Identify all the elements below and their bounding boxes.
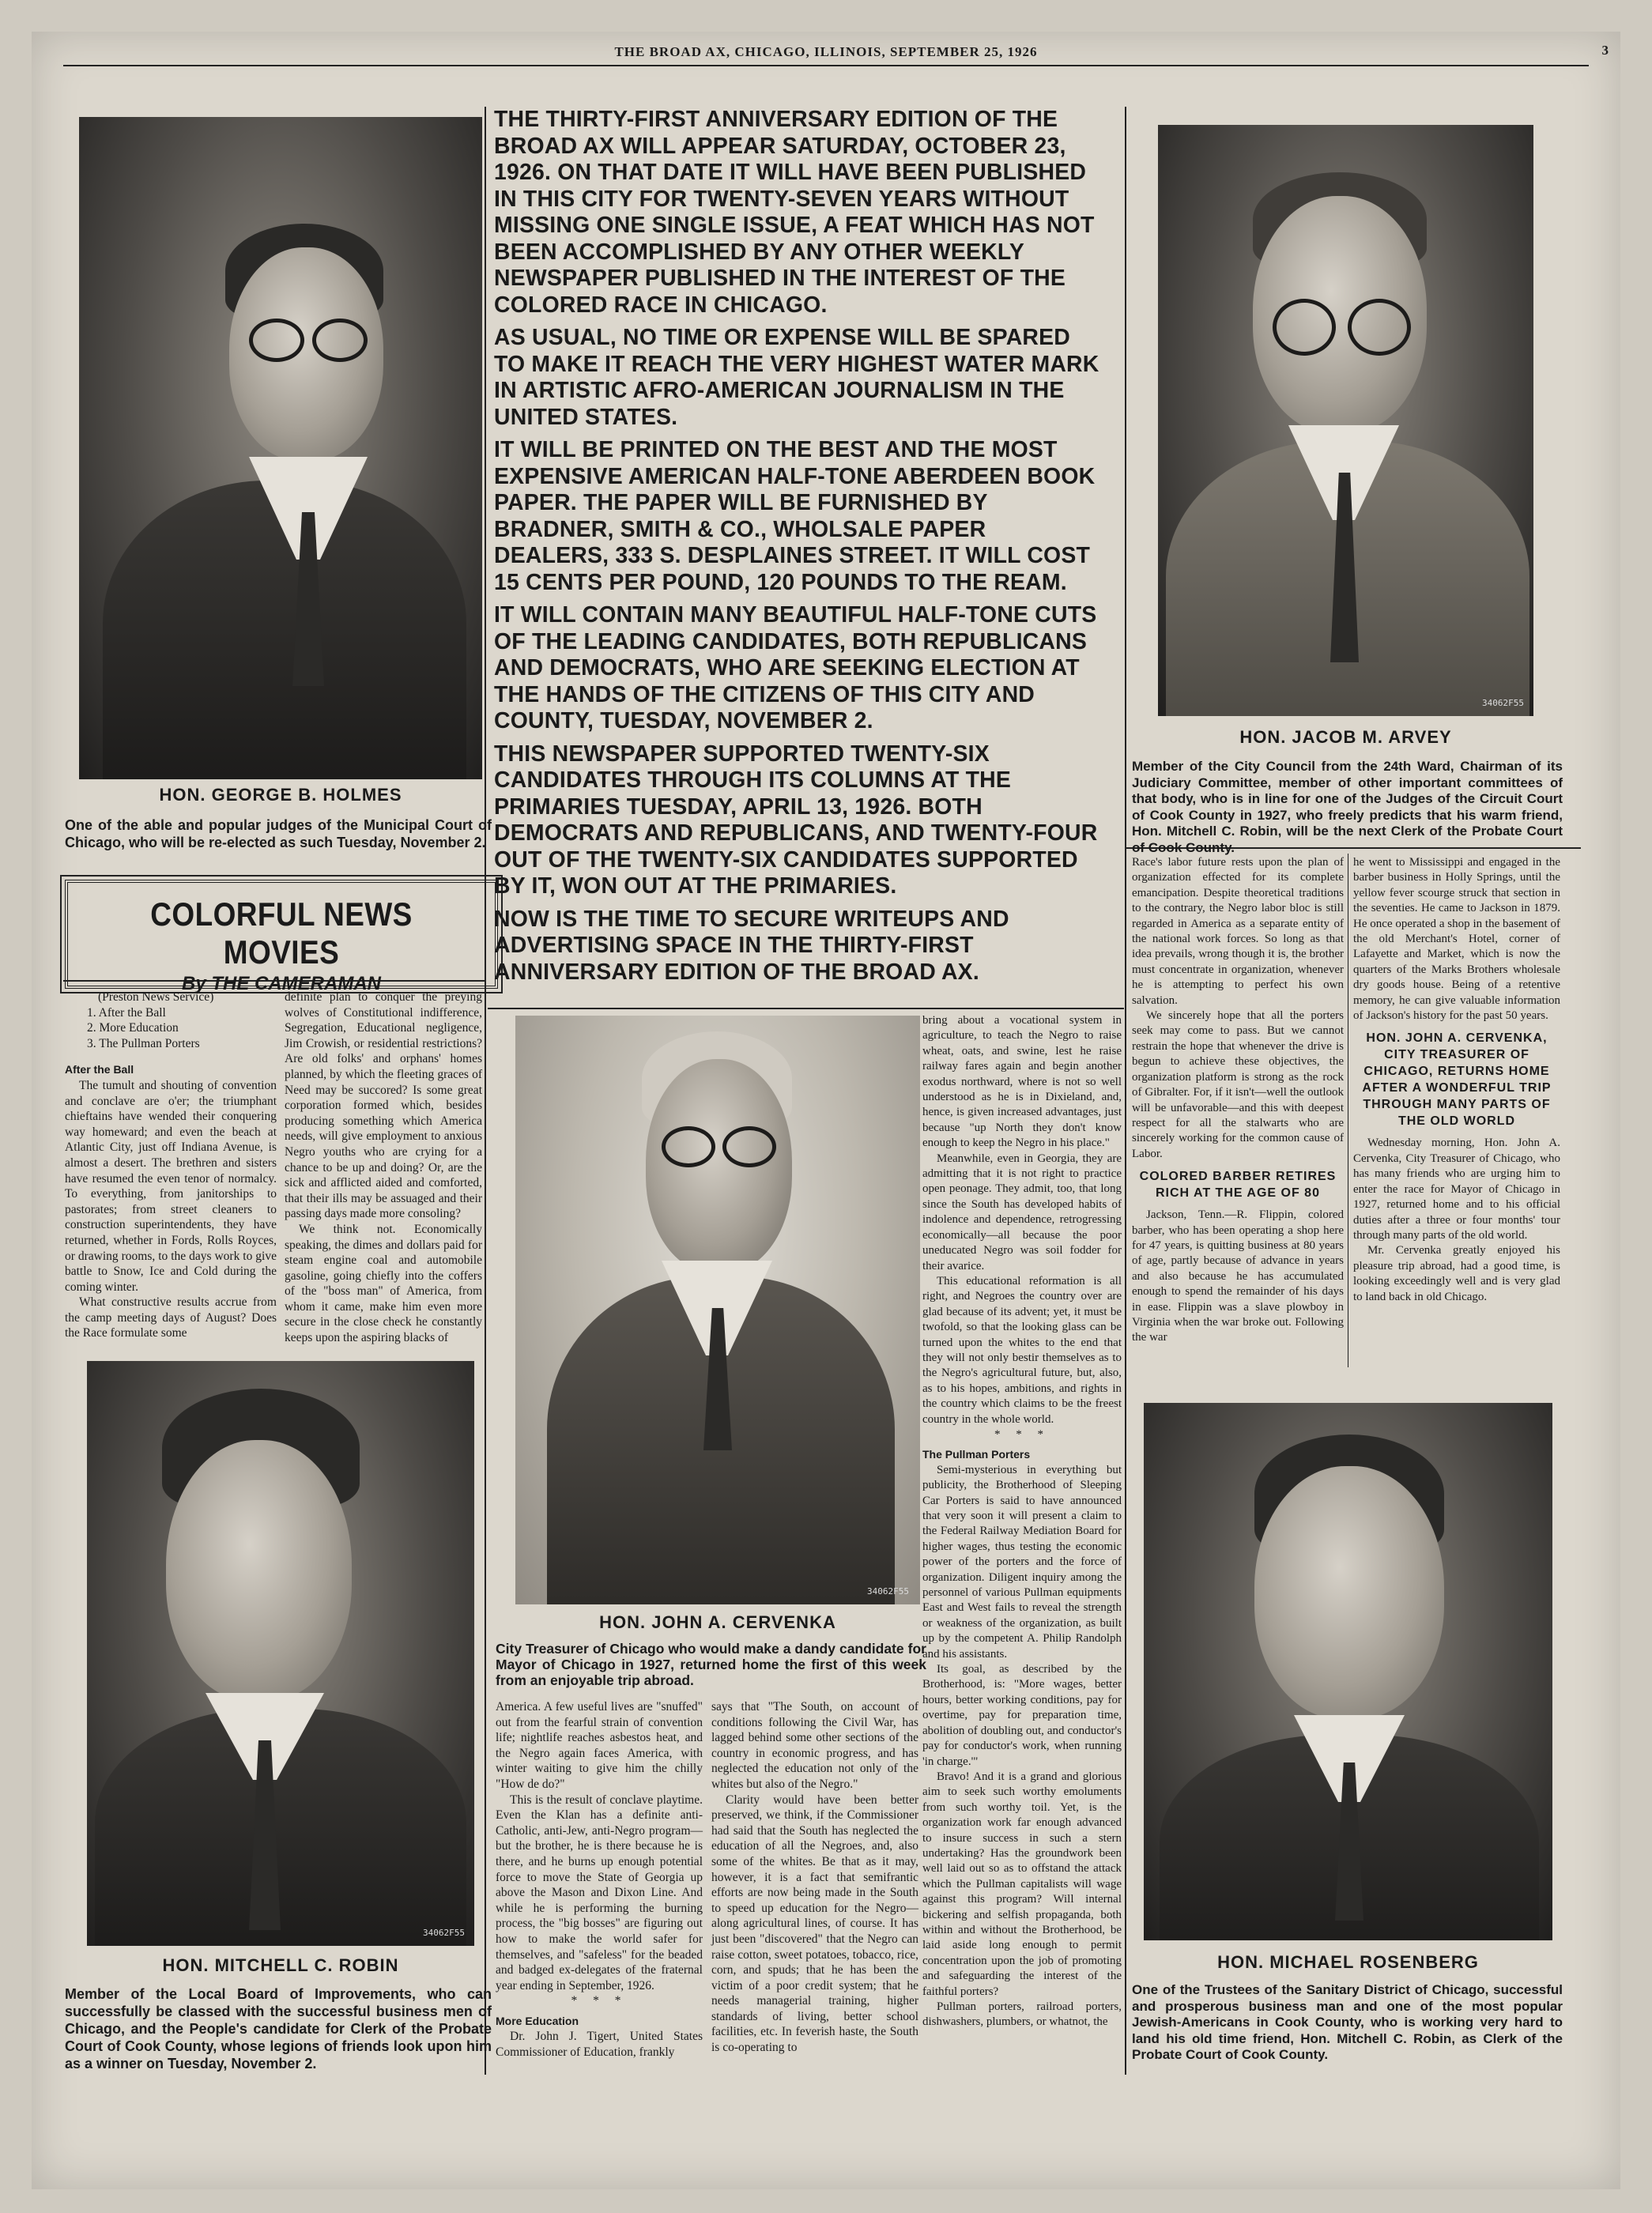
- photo-name-robin: HON. MITCHELL C. ROBIN: [162, 1955, 399, 1975]
- subhead: More Education: [496, 2014, 579, 2027]
- paragraph: Wednesday morning, Hon. John A. Cervenka, City Treasurer of Chicago, who has many friends who are urging him to enter the race for Mayor of Chicago in 1927, returned home and to his official duties after a three or four months' tour through many parts of the old world.: [1353, 1137, 1560, 1242]
- column-rule: [1125, 107, 1126, 2075]
- face-shape: [646, 1059, 792, 1272]
- paragraph: We think not. Economically speaking, the dimes and dollars paid for steam engine coal and automobile gasoline, going chiefly into the coffers of the "boss man" of America, from whom it came, make him even more secure in the close check he constantly keeps upon the aspiring blacks of: [285, 1222, 482, 1345]
- paragraph: Clarity would have been better preserved, we think, if the Commissioner had said that the South has neglected the education of all the Negroes, and, also some of the whites. Be that as it may, however, it is a fact that semifrantic efforts are now being made in the South to speed up education for the Negro—along agricultural lines, of course. It has just been "discovered" that the Negro can raise cotton, sweet potatoes, tobacco, rice, corn, and spuds; that he has been the victim of a poor credit system; that he needs managerial training, higher standards of living, better school facilities, etc. In feverish haste, the South is co-operating to: [711, 1793, 918, 2055]
- section-divider: * * *: [571, 1994, 628, 2008]
- paragraph: says that "The South, on account of conditions following the Civil War, has lagged behind some other sections of the country in economic progress, and has neglected the education not only of the whites but also of the Negro.": [711, 1700, 918, 1791]
- service-line: (Preston News Service): [98, 990, 214, 1004]
- paragraph: he went to Mississippi and engaged in the barber business in Holly Springs, until the yellow fever scourge struck that section in the seventies. He came to Jackson in 1879. He once operated a shop in the basement of the old Merchant's Hotel, corner of Lafayette and Market, which is now the quarters of the Marks Brothers wholesale dry goods house. Being of a retentive memory, he can give valuable information of Jackson's history for the past 50 years.: [1353, 856, 1560, 1023]
- page-header: THE BROAD AX, CHICAGO, ILLINOIS, SEPTEMBER 25, 1926: [614, 44, 1038, 59]
- paragraph: We sincerely hope that all the porters seek may come to pass. But we cannot restrain the hope that whenever the drive is begun to achieve these objectives, the organization platform is strong as the rock of Gibralter. For, if it isn't—well the outlook will be unfavorable—and this with deepest respect for all the stalwarts who are sincerely working for the common cause of Labor.: [1132, 1009, 1344, 1160]
- column-rule: [485, 107, 486, 2075]
- photo-caption-robin: Member of the Local Board of Improvements, who can successfully be classed with the successful business men of Chicago, and the People's candidate for Clerk of the Probate Court of Cook County, whose legions of friends look upon him as a winner on Tuesday, November 2.: [65, 1986, 492, 2072]
- paragraph: Its goal, as described by the Brotherhood, is: "More wages, better hours, better working conditions, pay for overtime, pay for preparation time, abolition of doubling out, and conductor's pay for conductor's work, when running 'in charge.'": [922, 1663, 1122, 1768]
- announcement-paragraph: THE THIRTY-FIRST ANNIVERSARY EDITION OF THE BROAD AX WILL APPEAR SATURDAY, OCTOBER 23, 1926. ON THAT DATE IT WILL HAVE BEEN PUBLISHED IN THIS CITY FOR TWENTY-SEVEN YEARS WITHOUT MISSING ONE SINGLE ISSUE, A FEAT WHICH HAS NOT BEEN ACCOMPLISHED BY ANY OTHER WEEKLY NEWSPAPER PUBLISHED IN THE INTEREST OF THE COLORED RACE IN CHICAGO.: [494, 107, 1095, 318]
- face-shape: [1254, 1466, 1444, 1719]
- photo-name-arvey: HON. JACOB M. ARVEY: [1239, 727, 1452, 747]
- photo-cervenka: [515, 1016, 920, 1604]
- announcement-paragraph: IT WILL BE PRINTED ON THE BEST AND THE MOST EXPENSIVE AMERICAN HALF-TONE ABERDEEN BOOK PAPER. THE PAPER WILL BE FURNISHED BY BRADNER, SMITH & CO., WHOLSALE PAPER DEALERS, 333 S. DESPLAINES STREET. IT WILL COST 15 CENTS PER POUND, 120 POUNDS TO THE REAM.: [494, 437, 1096, 595]
- list-item: 2. More Education: [87, 1021, 179, 1035]
- section-divider: * * *: [994, 1427, 1050, 1441]
- announcement-paragraph: NOW IS THE TIME TO SECURE WRITEUPS AND ADVERTISING SPACE IN THE THIRTY-FIRST ANNIVERSARY EDITION OF THE BROAD AX.: [494, 906, 1009, 985]
- engraver-mark: 34062F55: [423, 1928, 465, 1938]
- photo-name-cervenka: HON. JOHN A. CERVENKA: [599, 1612, 836, 1632]
- paragraph: Pullman porters, railroad porters, dishwashers, plumbers, or whatnot, the: [922, 2000, 1122, 2029]
- paragraph: Bravo! And it is a grand and glorious aim to seek such worthy emoluments from such worthy toil. Yet, is the organization work far enough advanced to insure success in such a stern undertaking? Has the groundwork been well laid out so as to offstand the attack which the Pullman capitalists will wage against this program? Will internal bickering and selfish propaganda, both within and without the Brotherhood, be laid aside long enough to permit concentration upon the job of promoting and safeguarding the interest of the faithful porters?: [922, 1770, 1122, 1998]
- feature-title-box: [65, 880, 498, 994]
- paragraph: Dr. John J. Tigert, United States Commissioner of Education, frankly: [496, 2030, 703, 2060]
- glasses-right-icon: [722, 1126, 776, 1167]
- face-shape: [166, 1440, 352, 1701]
- announcement-paragraph: AS USUAL, NO TIME OR EXPENSE WILL BE SPARED TO MAKE IT REACH THE VERY HIGHEST WATER MARK IN ARTISTIC AFRO-AMERICAN JOURNALISM IN THE UNITED STATES.: [494, 325, 1099, 430]
- column-2: [285, 990, 482, 1346]
- photo-arvey: [1158, 125, 1533, 716]
- header-rule: [63, 65, 1589, 66]
- announcement-paragraph: THIS NEWSPAPER SUPPORTED TWENTY-SIX CANDIDATES THROUGH ITS COLUMNS AT THE PRIMARIES TUESDAY, APRIL 13, 1926. BOTH DEMOCRATS AND REPUBLICANS, AND TWENTY-FOUR OUT OF THE TWENTY-SIX CANDIDATES SUPPORTED BY IT, WON OUT AT THE PRIMARIES.: [494, 741, 1098, 899]
- anniversary-announcement: [494, 107, 1106, 992]
- column-3: [496, 1699, 703, 2060]
- feature-byline: By THE CAMERAMAN: [182, 973, 381, 994]
- column-1: [65, 990, 277, 1341]
- page-number: 3: [1601, 43, 1609, 58]
- announcement-paragraph: IT WILL CONTAIN MANY BEAUTIFUL HALF-TONE CUTS OF THE LEADING CANDIDATES, BOTH REPUBLICANS AND DEMOCRATS, WHO ARE SEEKING ELECTION AT THE HANDS OF THE CITIZENS OF THIS CITY AND COUNTY, TUESDAY, NOVEMBER 2.: [494, 602, 1097, 733]
- glasses-left-icon: [249, 319, 304, 362]
- list-item: 1. After the Ball: [87, 1005, 166, 1020]
- engraver-mark: 34062F55: [867, 1586, 909, 1597]
- paragraph: What constructive results accrue from the camp meeting days of August? Does the Race formulate some: [65, 1295, 277, 1340]
- glasses-right-icon: [312, 319, 368, 362]
- column-6: [1132, 855, 1344, 1346]
- glasses-left-icon: [662, 1126, 715, 1167]
- photo-name-holmes: HON. GEORGE B. HOLMES: [159, 785, 402, 805]
- paragraph: Race's labor future rests upon the plan of organization effected for its complete emancipation. Despite theoretical traditions to the contrary, the Negro labor bloc is still regarded in America as a separate entity of the national work forces. So long as that idea prevails, wrong though it is, the brother must concentrate in organization, whenever he is attempting to perfect his own salvation.: [1132, 856, 1344, 1007]
- photo-holmes: [79, 117, 482, 779]
- paragraph: definite plan to conquer the preying wolves of Constitutional indifference, Segregation, Educational negligence, Jim Crowish, or residential restrictions? Are old folks' and orphans' homes planned, by which the fleeting graces of Need may be succored? Is some great corporation formed which, besides producing something which America needs, will give employment to anxious Negro youths who are crying for a chance to be up and doing? Or, are the sick and afflicted aided and comforted, that their ills may be assuaged and their passing days made more consoling?: [285, 990, 482, 1221]
- column-7: [1353, 855, 1560, 1305]
- paragraph: Mr. Cervenka greatly enjoyed his pleasure trip abroad, had a good time, is looking exceedingly well and is very glad to land back in old Chicago.: [1353, 1244, 1560, 1303]
- column-4: [711, 1699, 918, 2056]
- paragraph: America. A few useful lives are "snuffed" out from the fearful strain of convention life; nightlife reaches asbestos heat, and the Negro again faces America, with winter waiting to give him the chilly "How de do?": [496, 1700, 703, 1791]
- photo-name-rosenberg: HON. MICHAEL ROSENBERG: [1217, 1952, 1479, 1972]
- photo-caption-arvey: Member of the City Council from the 24th Ward, Chairman of its Judiciary Committee, member of other important committees of that body, who is in line for one of the Judges of the Circuit Court of Cook County in 1927, who freely predicts that his warm friend, Hon. Mitchell C. Robin, will be the next Clerk of the Probate Court of Cook County.: [1132, 759, 1563, 855]
- list-item: 3. The Pullman Porters: [87, 1036, 200, 1050]
- subhead: After the Ball: [65, 1063, 134, 1076]
- section-rule: [488, 1008, 1124, 1009]
- paragraph: Meanwhile, even in Georgia, they are admitting that it is not right to practice open peonage. They admit, too, that long since the South has developed habits of indolence and dependence, retrogressing economically—all because the poor uneducated Negro was soil fodder for their avarice.: [922, 1152, 1122, 1272]
- article-headline: HON. JOHN A. CERVENKA, CITY TREASURER OF CHICAGO, RETURNS HOME AFTER A WONDERFUL TRIP THROUGH MANY PARTS OF THE OLD WORLD: [1362, 1031, 1552, 1129]
- subhead: The Pullman Porters: [922, 1448, 1031, 1461]
- photo-rosenberg: [1144, 1403, 1552, 1940]
- photo-caption-holmes: One of the able and popular judges of the Municipal Court of Chicago, who will be re-elected as such Tuesday, November 2.: [65, 817, 492, 850]
- photo-caption-rosenberg: One of the Trustees of the Sanitary District of Chicago, successful and prosperous business man and one of the most popular Jewish-Americans in Cook County, who is working very hard to land his old time friend, Hon. Mitchell C. Robin, as Clerk of the Probate Court of Cook County.: [1132, 1982, 1563, 2062]
- glasses-left-icon: [1273, 299, 1336, 356]
- paragraph: Jackson, Tenn.—R. Flippin, colored barber, who has been operating a shop here for 47 years, is quitting business at 80 years of age, partly because of advance in years and also because he has accumulated enough to spend the remainder of his days in ease. Flippin was a slave plowboy in Virginia when the war broke out. Following the war: [1132, 1208, 1344, 1344]
- feature-title: COLORFUL NEWS MOVIES: [150, 895, 413, 971]
- article-headline: COLORED BARBER RETIRES RICH AT THE AGE OF 80: [1139, 1170, 1337, 1201]
- paragraph: Semi-mysterious in everything but publicity, the Brotherhood of Sleeping Car Porters is said to have announced that very soon it will present a claim to the Federal Railway Mediation Board for higher wages, thus testing the economic power of the porters and the force of organization. Diligent inquiry among the personnel of various Pullman equipments East and West fails to reveal the strength or weakness of the organization, as built up by the competent A. Philip Randolph and his assistants.: [922, 1463, 1122, 1661]
- paragraph: This is the result of conclave playtime. Even the Klan has a definite anti-Catholic, anti-Jew, anti-Negro program—but the brother, he is there because he is there, and he burns up enough potential force to move the State of Georgia up above the Mason and Dixon Line. And while he is performing the burning process, the "big bosses" are figuring out how to make the world safer for themselves, and "safeless" for the beaded and badged ex-delegates of the fraternal year ending in September, 1926.: [496, 1793, 703, 1992]
- paragraph: bring about a vocational system in agriculture, to teach the Negro to raise wheat, oats, and swine, lest he raise railway fares again and begin another exodus northward, where is not so well understood as he is in Dixieland, and, hence, is given increased advantages, just because "up North they don't know enough to keep the Negro in his place.": [922, 1014, 1122, 1150]
- photo-robin: [87, 1361, 474, 1946]
- glasses-right-icon: [1348, 299, 1411, 356]
- photo-caption-cervenka: City Treasurer of Chicago who would make a dandy candidate for Mayor of Chicago in 1927, returned home the first of this week from an enjoyable trip abroad.: [496, 1641, 926, 1688]
- engraver-mark: 34062F55: [1482, 698, 1524, 708]
- paragraph: This educational reformation is all right, and Negroes the country over are glad because of its advent; yet, it must be twofold, so that the looking glass can be turned upon the whites to the end that they will not only bestir themselves as to the Negro's agricultural future, but, also, as to his hopes, ambitions, and rights in the country which claims to be the freest country in the whole world.: [922, 1274, 1122, 1426]
- column-5: [922, 1013, 1122, 2030]
- paragraph: The tumult and shouting of convention and conclave are o'er; the triumphant chieftains have wended their conquering way homeward; and even the beach at Atlantic City, just off Indiana Avenue, is almost a desert. The brethren and sisters have resumed the even tenor of normalcy. To everything, from janitorships to pastorates; from street cleaners to construction superintendents, they have returned, whether in Fords, Rolls Royces, or drawing rooms, to the days work to give battle to Snow, Ice and Cold during the coming winter.: [65, 1078, 277, 1294]
